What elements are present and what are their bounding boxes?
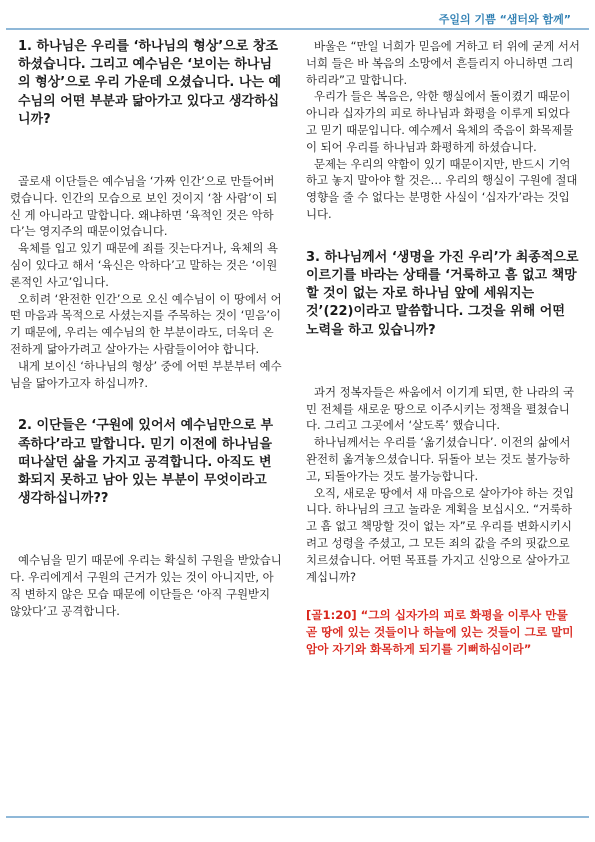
left-column: [10, 38, 282, 620]
paragraph: 오히려 ‘완전한 인간’으로 오신 예수님이 이 땅에서 어떤 마음과 목적으로 사셨는지를 주목하는 것이 ‘믿음’이기 때문에, 우리는 예수님의 한 부분이라도, 더욱더 온전하게 닮아가려고 살아가는 사람들이어야 합니다.: [10, 291, 282, 356]
question-3: 3. 하나님께서 ‘생명을 가진 우리’가 최종적으로 이르기를 바라는 상태를 ‘거룩하고 흠 없고 책망할 것이 없는 자로 하나님 앞에 세워지는 것’(22)이라고 말씀합니다. 그것을 위해 어떤 노력을 하고 있습니까?: [306, 249, 579, 338]
question-1: 1. 하나님은 우리를 ‘하나님의 형상’으로 창조하셨습니다. 그리고 예수님은 ‘보이는 하나님의 형상’으로 우리 가운데 오셨습니다. 나는 예수님의 어떤 부분과 닮아가고 있다고 생각하십니까?: [18, 39, 282, 127]
page-header-title: 주일의 기쁨 “샘터와 함께”: [438, 13, 571, 26]
paragraph: 예수님을 믿기 때문에 우리는 확실히 구원을 받았습니다. 우리에게서 구원의 근거가 있는 것이 아니지만, 아직 변하지 않은 모습 때문에 이단들은 ‘아직 구원받지 않았다’고 공격합니다.: [10, 553, 282, 618]
paragraph: 과거 정복자들은 싸움에서 이기게 되면, 한 나라의 국민 전체를 새로운 땅으로 이주시키는 정책을 펼쳤습니다. 그리고 그곳에서 ‘살도록’ 했습니다.: [306, 384, 575, 433]
question-2: 2. 이단들은 ‘구원에 있어서 예수님만으로 부족하다’라고 말합니다. 믿기 이전에 하나님을 떠나살던 삶을 가지고 공격합니다. 아직도 변화되지 못하고 남아 있는 부분이 무엇이라고 생각하십니까??: [18, 418, 274, 507]
paragraph: 바울은 “만일 너희가 믿음에 거하고 터 위에 굳게 서서 너희 들은 바 복음의 소망에서 흔들리지 아니하면 그리하리라”고 말합니다.: [306, 39, 580, 87]
paragraph: 우리가 들은 복음은, 악한 행실에서 돌이켰기 때문이 아니라 십자가의 피로 하나님과 화평을 이루게 되었다고 믿기 때문입니다. 예수께서 육체의 죽음이 화목제물이 되어 우리를 하나님과 화평하게 하셨습니다.: [306, 89, 574, 154]
paragraph: 골로새 이단들은 예수님을 ‘가짜 인간’으로 만들어버렸습니다. 인간의 모습으로 보인 것이지 ‘참 사람’이 되신 게 아니라고 말합니다. 왜냐하면 ‘육적인 것은 악하다’는 영지주의 때문이었습니다.: [10, 174, 278, 239]
paragraph: 오직, 새로운 땅에서 새 마음으로 살아가야 하는 것입니다. 하나님의 크고 놀라운 계획을 보십시오. “거룩하고 흠 없고 책망할 것이 없는 자”로 우리를 변화시키시려고 성령을 주셨고, 그 모든 죄의 값을 주의 핏값으로 치르셨습니다. 어떤 목표를 가지고 신앙으로 살아가고 계십니까?: [306, 485, 575, 584]
scripture-verse: [골1:20] “그의 십자가의 피로 화평을 이루사 만물 곧 땅에 있는 것들이나 하늘에 있는 것들이 그로 말미암아 자기와 화목하게 되기를 기뻐하심이라”: [306, 608, 574, 657]
paragraph: 육체를 입고 있기 때문에 죄를 짓는다거나, 육체의 욕심이 있다고 해서 ‘육신은 악하다’고 말하는 것은 ‘이원론적인 사고’입니다.: [10, 241, 279, 289]
right-column: [306, 38, 580, 670]
paragraph: 문제는 우리의 약함이 있기 때문이지만, 반드시 기억하고 놓지 말아야 할 것은… 우리의 행실이 구원에 절대 영향을 줄 수 없다는 분명한 사실이 ‘십자가’라는 것입니다.: [306, 156, 578, 221]
footer-divider: [6, 816, 589, 818]
paragraph: 하나님께서는 우리를 ‘옮기셨습니다’. 이전의 삶에서 완전히 옮겨놓으셨습니다. 뒤돌아 보는 것도 불가능하고, 되돌아가는 것도 불가능합니다.: [306, 435, 571, 483]
paragraph: 내게 보이신 ‘하나님의 형상’ 중에 어떤 부분부터 예수님을 닮아가고자 하십니까?.: [10, 358, 282, 390]
header-divider: [6, 28, 589, 30]
